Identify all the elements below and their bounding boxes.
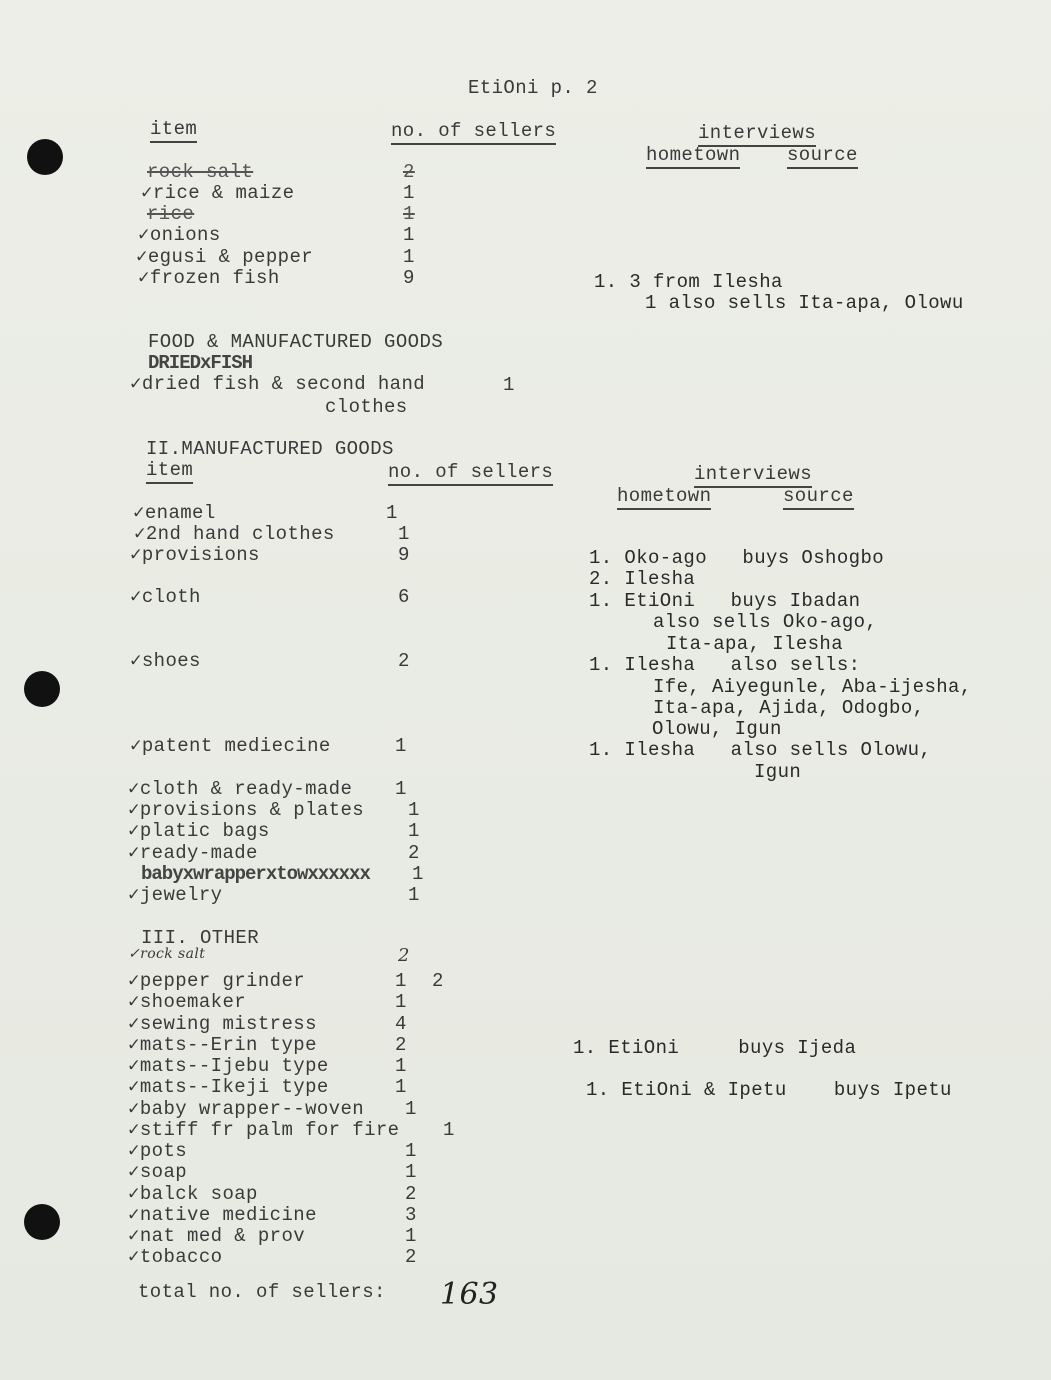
list-item: ✓rice & maize [141, 182, 295, 204]
interview-line: 1. Ilesha also sells: [589, 654, 861, 676]
list-item: ✓mats--Ijebu type [128, 1055, 329, 1077]
list-item-count: 2 [403, 161, 415, 183]
list-item-continuation: clothes [325, 396, 408, 418]
list-item-count: 2 [405, 1183, 417, 1205]
page-title: EtiOni p. 2 [468, 77, 598, 99]
list-item-count: 1 [405, 1161, 417, 1183]
list-item-count: 2 [395, 1034, 407, 1056]
interview-line: 1. 3 from Ilesha [594, 271, 783, 293]
list-item-count: 1 [395, 991, 407, 1013]
list-item: ✓frozen fish [138, 267, 280, 289]
list-item: ✓soap [128, 1161, 188, 1183]
list-item-count: 1 [403, 246, 415, 268]
list-item-count: 1 [395, 970, 407, 992]
list-item-count: 1 [408, 820, 420, 842]
handwritten-count: 2 [398, 945, 410, 966]
list-item: ✓pots [128, 1140, 188, 1162]
list-item: ✓pepper grinder [128, 970, 306, 992]
list-item-count: 1 [395, 1076, 407, 1098]
punch-hole-top [27, 139, 63, 175]
col-header-hometown: hometown [646, 145, 740, 169]
list-item-count: 1 [503, 374, 515, 396]
list-item-count: 1 [412, 863, 424, 885]
list-item-count-extra: 2 [432, 970, 444, 992]
list-item: rice [147, 203, 195, 225]
interview-line: 1. EtiOni buys Ijeda [573, 1037, 857, 1059]
list-item: ✓patent mediecine [130, 735, 331, 757]
col-header-source: source [783, 486, 854, 510]
overtyped-text: babyxwrapperxtowxxxxxx [141, 863, 370, 885]
interview-line: Igun [754, 761, 802, 783]
interview-line: 1. Ilesha also sells Olowu, [589, 739, 932, 761]
list-item-count: 2 [398, 650, 410, 672]
interview-line: Ife, Aiyegunle, Aba-ijesha, [653, 676, 972, 698]
list-item: ✓cloth & ready-made [128, 778, 353, 800]
list-item: ✓platic bags [128, 820, 270, 842]
col-header-interviews: interviews [694, 464, 812, 488]
list-item-count: 1 [395, 1055, 407, 1077]
section-heading-food-manufactured: FOOD & MANUFACTURED GOODS [148, 331, 444, 353]
col-header-item: item [146, 460, 193, 484]
list-item: ✓mats--Ikeji type [128, 1076, 329, 1098]
col-header-sellers: no. of sellers [391, 121, 556, 145]
list-item-count: 1 [403, 224, 415, 246]
list-item: ✓balck soap [128, 1183, 258, 1205]
interview-line: Olowu, Igun [652, 718, 782, 740]
interview-line: 2. Ilesha [589, 568, 696, 590]
list-item: ✓baby wrapper--woven [128, 1098, 365, 1120]
interview-line: 1 also sells Ita-apa, Olowu [645, 292, 964, 314]
list-item-count: 2 [408, 842, 420, 864]
list-item-count: 1 [443, 1119, 455, 1141]
interview-line: 1. EtiOni buys Ibadan [589, 590, 861, 612]
list-item-count: 6 [398, 586, 410, 608]
list-item: ✓dried fish & second hand [130, 373, 426, 395]
list-item: ✓tobacco [128, 1246, 223, 1268]
col-header-interviews: interviews [698, 123, 816, 147]
list-item-count: 4 [395, 1013, 407, 1035]
list-item: ✓enamel [133, 502, 216, 524]
list-item: ✓ready-made [128, 842, 258, 864]
list-item-count: 2 [405, 1246, 417, 1268]
list-item: ✓sewing mistress [128, 1013, 317, 1035]
list-item-count: 1 [386, 502, 398, 524]
list-item: rock salt [147, 161, 254, 183]
overtyped-text: DRIEDxFISH [148, 352, 253, 374]
punch-hole-middle [24, 671, 60, 707]
list-item-count: 1 [395, 735, 407, 757]
list-item: ✓cloth [130, 586, 201, 608]
interview-line: 1. EtiOni & Ipetu buys Ipetu [586, 1079, 952, 1101]
list-item-count: 1 [395, 778, 407, 800]
list-item-count: 3 [405, 1204, 417, 1226]
list-item: ✓shoemaker [128, 991, 247, 1013]
list-item-count: 1 [408, 799, 420, 821]
list-item: ✓onions [138, 224, 221, 246]
col-header-item: item [150, 119, 197, 143]
interview-line: also sells Oko-ago, [653, 611, 878, 633]
list-item-count: 1 [403, 182, 415, 204]
list-item: ✓native medicine [128, 1204, 317, 1226]
col-header-source: source [787, 145, 858, 169]
list-item: ✓jewelry [128, 884, 223, 906]
list-item: ✓provisions & plates [128, 799, 365, 821]
list-item-count: 1 [405, 1225, 417, 1247]
list-item-count: 1 [398, 523, 410, 545]
col-header-sellers: no. of sellers [388, 462, 553, 486]
punch-hole-bottom [24, 1204, 60, 1240]
col-header-hometown: hometown [617, 486, 711, 510]
interview-line: Ita-apa, Ilesha [666, 633, 844, 655]
list-item: ✓shoes [130, 650, 201, 672]
list-item: ✓mats--Erin type [128, 1034, 317, 1056]
list-item: ✓2nd hand clothes [134, 523, 335, 545]
list-item-count: 1 [405, 1140, 417, 1162]
list-item-count: 1 [408, 884, 420, 906]
handwritten-item: ✓rock salt [128, 946, 206, 962]
list-item-count: 1 [405, 1098, 417, 1120]
list-item: ✓stiff fr palm for fire [128, 1119, 400, 1141]
interview-line: 1. Oko-ago buys Oshogbo [589, 547, 885, 569]
interview-line: Ita-apa, Ajida, Odogbo, [653, 697, 925, 719]
list-item: ✓nat med & prov [128, 1225, 306, 1247]
list-item-count: 1 [403, 203, 415, 225]
section-heading-manufactured: II.MANUFACTURED GOODS [146, 438, 394, 460]
list-item-count: 9 [403, 267, 415, 289]
list-item-count: 9 [398, 544, 410, 566]
list-item: ✓provisions [130, 544, 260, 566]
total-label: total no. of sellers: [138, 1281, 386, 1303]
list-item: ✓egusi & pepper [136, 246, 314, 268]
section-heading-other: III. OTHER [141, 927, 260, 949]
total-value: 163 [440, 1277, 499, 1312]
